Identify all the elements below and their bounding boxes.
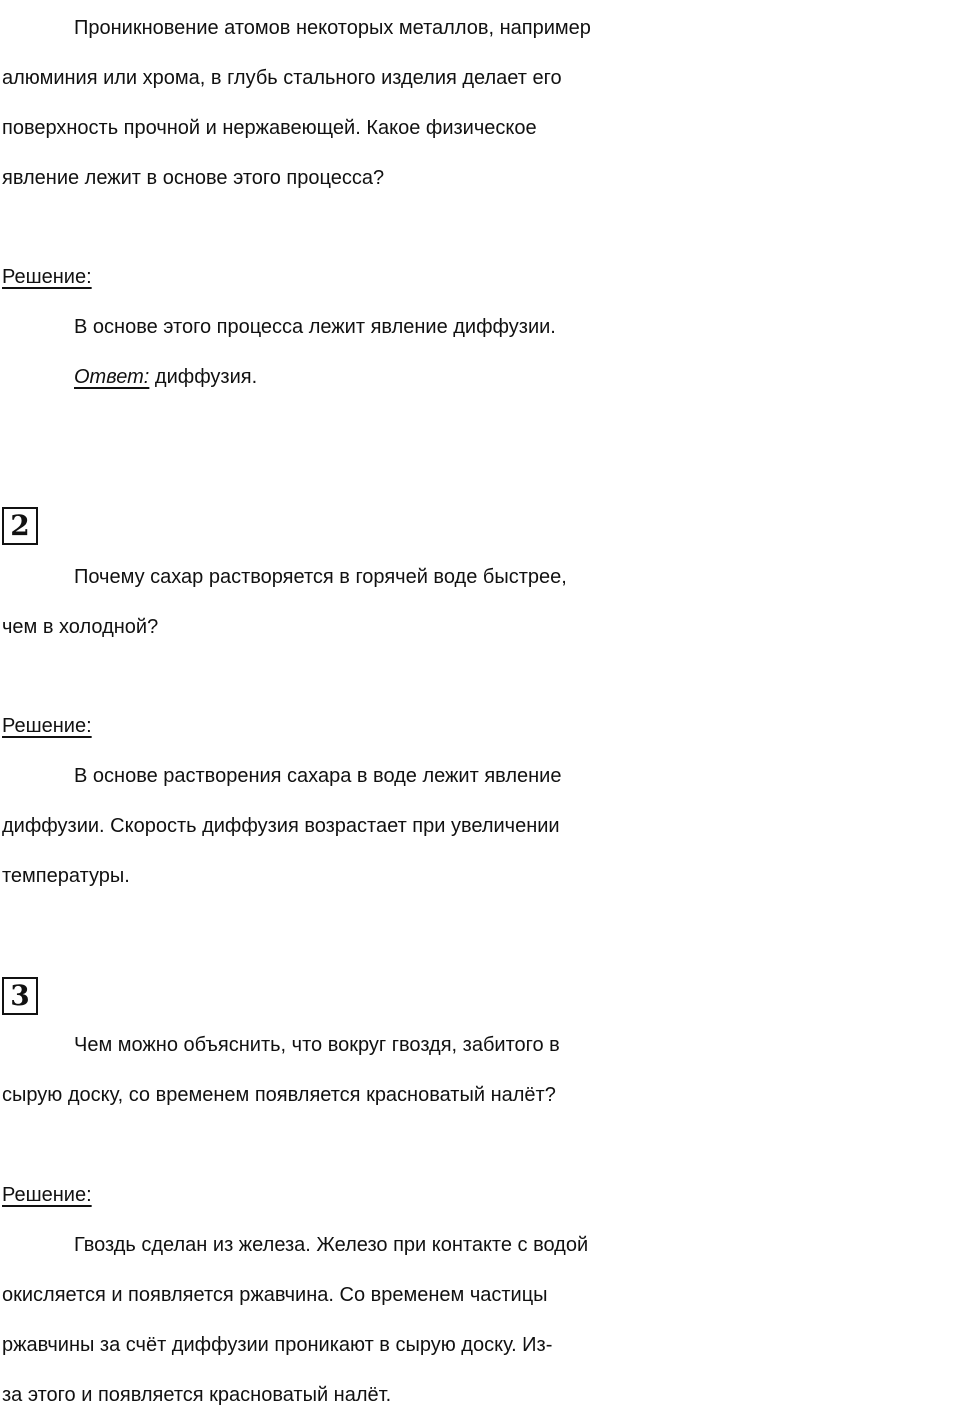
task1-question-line: поверхность прочной и нержавеющей. Какое физическое (2, 117, 537, 139)
task1-question (2, 3, 960, 203)
task1-solution-line: В основе этого процесса лежит явление диффузии. (74, 316, 556, 338)
task1-answer-text: диффузия. (149, 366, 258, 388)
task3-question-line: сырую доску, со временем появляется красноватый налёт? (2, 1084, 556, 1106)
task1-answer-label: Ответ: (74, 366, 150, 388)
task1-question-line: Проникновение атомов некоторых металлов, например (74, 17, 591, 39)
task3-solution-line: ржавчины за счёт диффузии проникают в сырую доску. Из- (2, 1334, 553, 1356)
task1-solution-heading: Решение: (2, 266, 92, 288)
task2-solution-line: температуры. (2, 865, 130, 887)
task1-answer (2, 352, 960, 402)
task2-question (2, 552, 960, 652)
task3-question (2, 1020, 960, 1120)
task1-solution (2, 252, 960, 402)
task2-question-line: Почему сахар растворяется в горячей воде быстрее, (74, 566, 567, 588)
task1-question-line: явление лежит в основе этого процесса? (2, 167, 385, 189)
task3-solution-line: за этого и появляется красноватый налёт. (2, 1384, 392, 1406)
task3-solution (2, 1170, 960, 1420)
task2-number-box: 2 (2, 507, 38, 545)
task3-solution-line: окисляется и появляется ржавчина. Со временем частицы (2, 1284, 548, 1306)
task2-solution (2, 701, 960, 901)
task2-solution-line: В основе растворения сахара в воде лежит явление (74, 765, 562, 787)
task3-number-box: 3 (2, 977, 38, 1015)
task2-question-line: чем в холодной? (2, 616, 159, 638)
task3-solution-heading: Решение: (2, 1184, 92, 1206)
task2-solution-heading: Решение: (2, 715, 92, 737)
task3-question-line: Чем можно объяснить, что вокруг гвоздя, забитого в (74, 1034, 560, 1056)
task3-solution-line: Гвоздь сделан из железа. Железо при контакте с водой (74, 1234, 589, 1256)
task2-solution-line: диффузии. Скорость диффузия возрастает при увеличении (2, 815, 560, 837)
task1-question-line: алюминия или хрома, в глубь стального изделия делает его (2, 67, 562, 89)
